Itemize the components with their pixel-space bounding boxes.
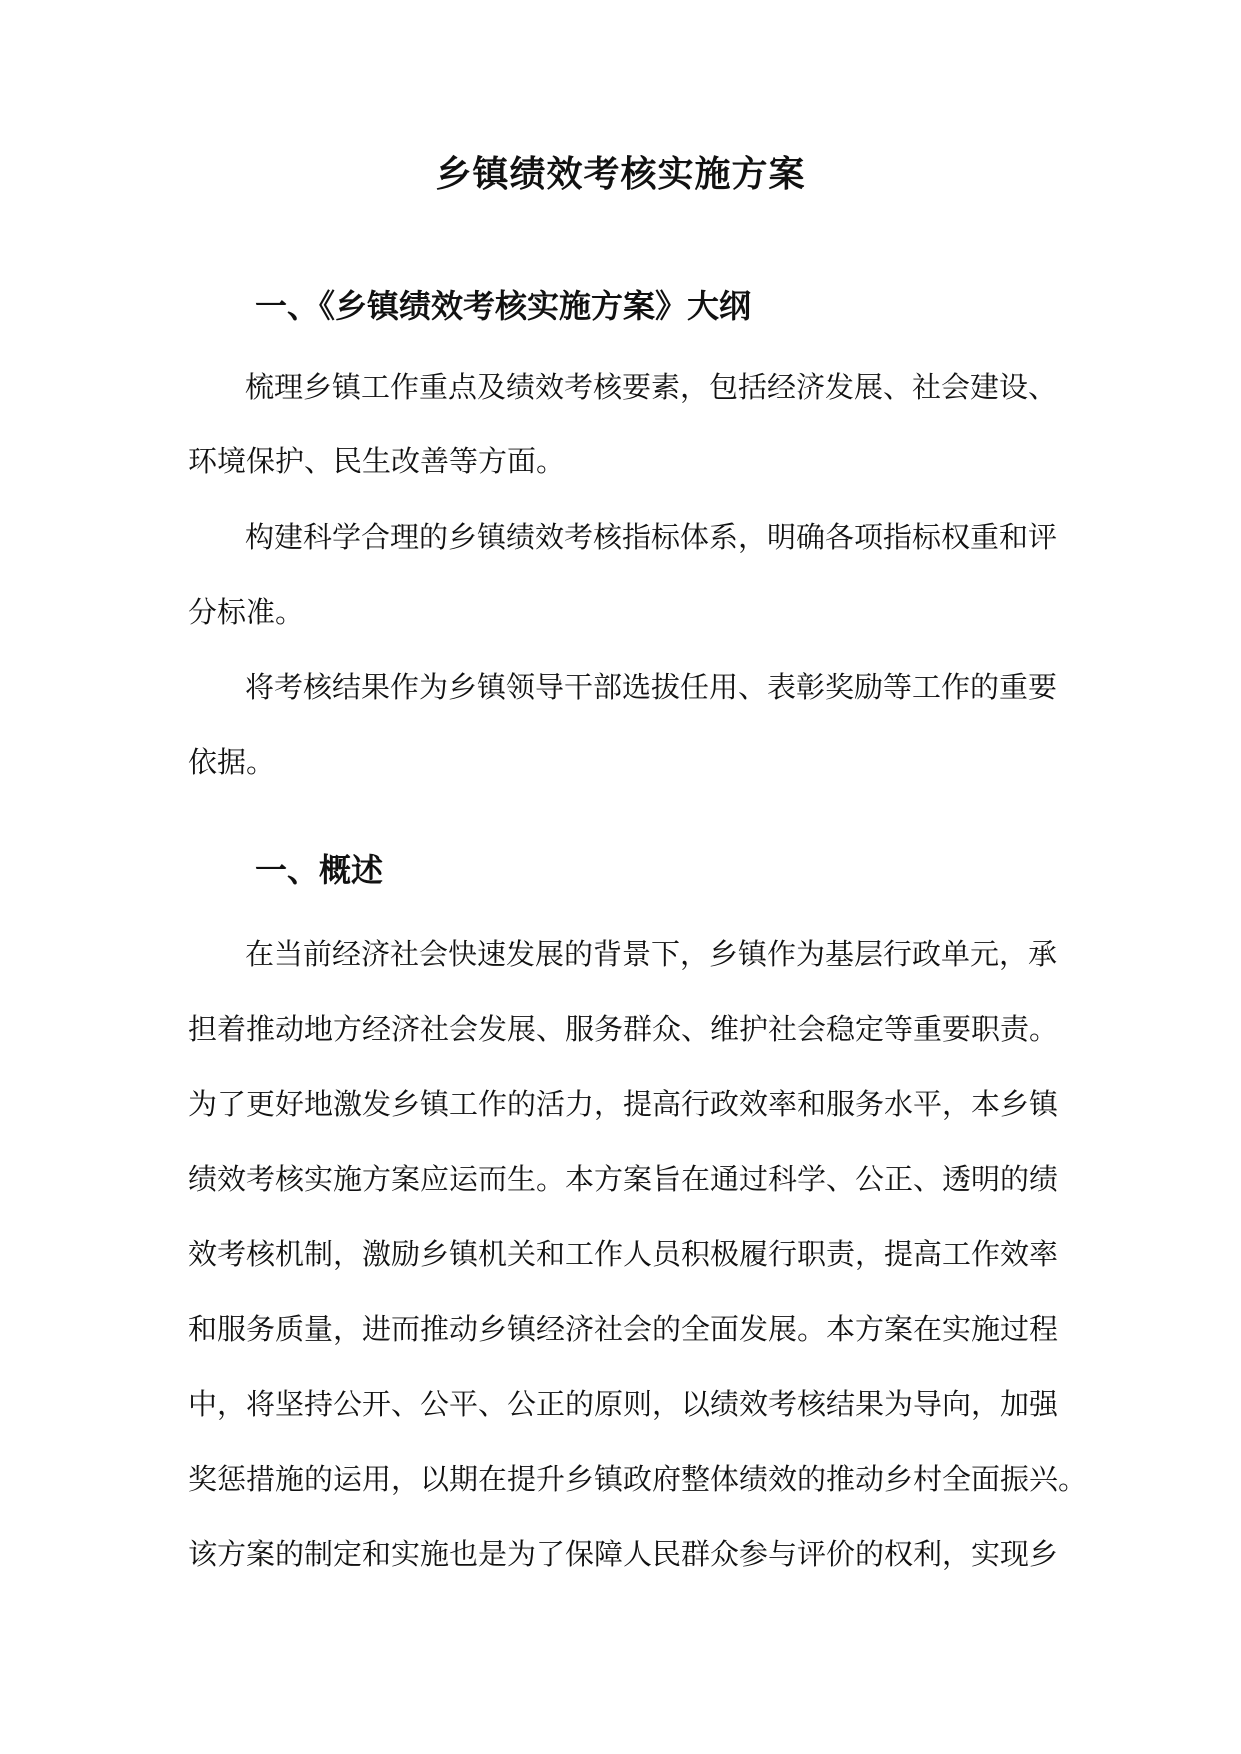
paragraph-line: 中，将坚持公开、公平、公正的原则，以绩效考核结果为导向，加强	[188, 1387, 1059, 1421]
paragraph-line: 环境保护、民生改善等方面。	[188, 444, 566, 478]
paragraph-line: 依据。	[188, 745, 276, 779]
section-heading-outline: 一、《乡镇绩效考核实施方案》大纲	[255, 287, 752, 325]
paragraph-line: 绩效考核实施方案应运而生。本方案旨在通过科学、公正、透明的绩	[188, 1162, 1059, 1196]
paragraph-line: 梳理乡镇工作重点及绩效考核要素，包括经济发展、社会建设、	[245, 370, 1058, 404]
section-heading-overview: 一、概述	[255, 851, 384, 889]
paragraph-line: 将考核结果作为乡镇领导干部选拔任用、表彰奖励等工作的重要	[245, 670, 1058, 704]
paragraph-line: 效考核机制，激励乡镇机关和工作人员积极履行职责，提高工作效率	[188, 1237, 1059, 1271]
paragraph-line: 担着推动地方经济社会发展、服务群众、维护社会稳定等重要职责。	[188, 1012, 1059, 1046]
paragraph-line: 分标准。	[188, 595, 305, 629]
paragraph-line: 在当前经济社会快速发展的背景下，乡镇作为基层行政单元，承	[245, 937, 1058, 971]
document-title: 乡镇绩效考核实施方案	[435, 153, 806, 195]
paragraph-line: 为了更好地激发乡镇工作的活力，提高行政效率和服务水平，本乡镇	[188, 1087, 1059, 1121]
paragraph-line: 奖惩措施的运用，以期在提升乡镇政府整体绩效的推动乡村全面振兴。	[188, 1462, 1088, 1496]
paragraph-line: 和服务质量，进而推动乡镇经济社会的全面发展。本方案在实施过程	[188, 1312, 1059, 1346]
paragraph-line: 构建科学合理的乡镇绩效考核指标体系，明确各项指标权重和评	[245, 520, 1058, 554]
paragraph-line: 该方案的制定和实施也是为了保障人民群众参与评价的权利，实现乡	[188, 1537, 1059, 1571]
